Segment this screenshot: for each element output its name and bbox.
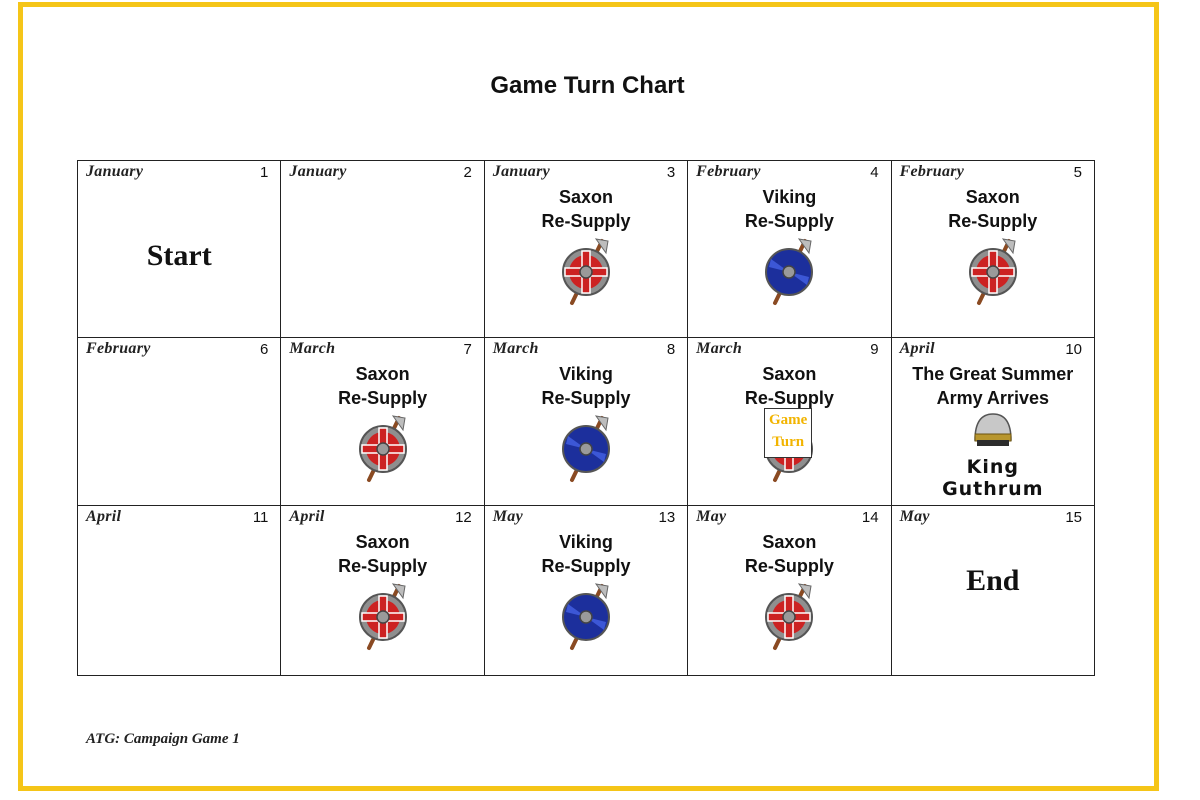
turn-cell xyxy=(281,161,484,338)
saxon-shield-icon xyxy=(355,414,411,484)
month-label: March xyxy=(696,340,743,357)
turn-cell xyxy=(78,506,281,676)
marker-line: Turn xyxy=(772,434,805,450)
game-turn-marker[interactable] xyxy=(764,408,812,458)
turn-cell xyxy=(484,338,687,506)
month-label: May xyxy=(899,508,930,525)
turn-cell xyxy=(281,506,484,676)
event-line: Viking xyxy=(559,364,613,384)
event-line: Viking xyxy=(559,532,613,552)
turn-number: 14 xyxy=(861,509,879,526)
turn-cell xyxy=(78,161,281,338)
turn-number: 8 xyxy=(666,341,676,358)
event-line: Saxon xyxy=(558,187,613,207)
event-line: Saxon xyxy=(965,187,1020,207)
turn-number: 2 xyxy=(463,164,472,181)
turn-cell xyxy=(891,161,1094,338)
event-line: The Great Summer xyxy=(912,364,1074,384)
chart-row xyxy=(78,161,1095,338)
turn-chart xyxy=(77,160,1095,676)
event-line: Re-Supply xyxy=(744,388,834,408)
saxon-shield-icon xyxy=(558,237,614,307)
turn-cell xyxy=(688,161,891,338)
event-line: Re-Supply xyxy=(744,211,834,231)
event-text xyxy=(688,362,890,410)
saxon-shield-icon xyxy=(355,582,411,652)
footer-text: ATG: Campaign Game 1 xyxy=(86,731,240,747)
turn-number: 9 xyxy=(870,341,879,358)
month-label: January xyxy=(289,163,347,180)
event-text xyxy=(892,185,1094,233)
turn-cell xyxy=(688,338,891,506)
turn-number: 4 xyxy=(870,164,879,181)
event-text xyxy=(281,530,483,578)
month-label: January xyxy=(492,163,551,180)
turn-number: 10 xyxy=(1065,341,1082,358)
event-line: Re-Supply xyxy=(541,211,631,231)
saxon-shield-icon xyxy=(965,237,1021,307)
turn-cell xyxy=(484,506,687,676)
chart-row xyxy=(78,506,1095,676)
turn-number: 13 xyxy=(658,509,676,526)
saxon-shield-icon xyxy=(761,582,817,652)
viking-shield-icon xyxy=(558,582,614,652)
event-line: Army Arrives xyxy=(936,388,1049,408)
turn-cell xyxy=(891,506,1094,676)
turn-cell xyxy=(281,338,484,506)
event-line: Saxon xyxy=(762,532,817,552)
event-text xyxy=(281,362,483,410)
marker-line: Game xyxy=(769,412,808,428)
month-label: February xyxy=(899,163,965,180)
event-line: Saxon xyxy=(762,364,817,384)
event-line: Viking xyxy=(762,187,817,207)
event-line: Saxon xyxy=(355,364,410,384)
turn-cell xyxy=(688,506,891,676)
event-line: Re-Supply xyxy=(541,388,631,408)
viking-shield-icon xyxy=(761,237,817,307)
turn-cell xyxy=(891,338,1094,506)
event-text xyxy=(485,530,687,578)
month-label: February xyxy=(696,163,761,180)
king-line: Guthrum xyxy=(942,478,1044,500)
month-label: May xyxy=(696,508,727,525)
turn-number: 15 xyxy=(1065,509,1082,526)
month-label: April xyxy=(86,508,122,525)
turn-number: 5 xyxy=(1073,164,1082,181)
turn-cell xyxy=(484,161,687,338)
turn-number: 1 xyxy=(260,164,269,181)
king-line: King xyxy=(966,456,1019,478)
month-label: March xyxy=(289,340,336,357)
viking-shield-icon xyxy=(558,414,614,484)
month-label: May xyxy=(492,508,524,525)
month-label: January xyxy=(86,163,144,180)
month-label: April xyxy=(899,340,935,357)
event-text xyxy=(485,362,687,410)
start-label: Start xyxy=(146,239,212,272)
turn-number: 6 xyxy=(260,341,269,358)
event-line: Re-Supply xyxy=(338,388,428,408)
month-label: March xyxy=(492,340,539,357)
helmet-icon xyxy=(971,410,1015,450)
event-line: Re-Supply xyxy=(948,211,1038,231)
event-text xyxy=(688,185,890,233)
turn-number: 7 xyxy=(463,341,472,358)
month-label: February xyxy=(86,340,151,357)
king-guthrum-label xyxy=(892,456,1094,500)
turn-number: 11 xyxy=(252,509,269,526)
event-text xyxy=(485,185,687,233)
event-text xyxy=(688,530,890,578)
turn-number: 3 xyxy=(666,164,676,181)
event-line: Saxon xyxy=(355,532,410,552)
event-text xyxy=(892,362,1094,410)
event-line: Re-Supply xyxy=(541,556,631,576)
end-label: End xyxy=(966,564,1020,597)
turn-number: 12 xyxy=(455,509,472,526)
event-line: Re-Supply xyxy=(744,556,834,576)
event-line: Re-Supply xyxy=(338,556,428,576)
page-title: Game Turn Chart xyxy=(490,72,685,99)
chart-row xyxy=(78,338,1095,506)
turn-cell xyxy=(78,338,281,506)
month-label: April xyxy=(289,508,325,525)
